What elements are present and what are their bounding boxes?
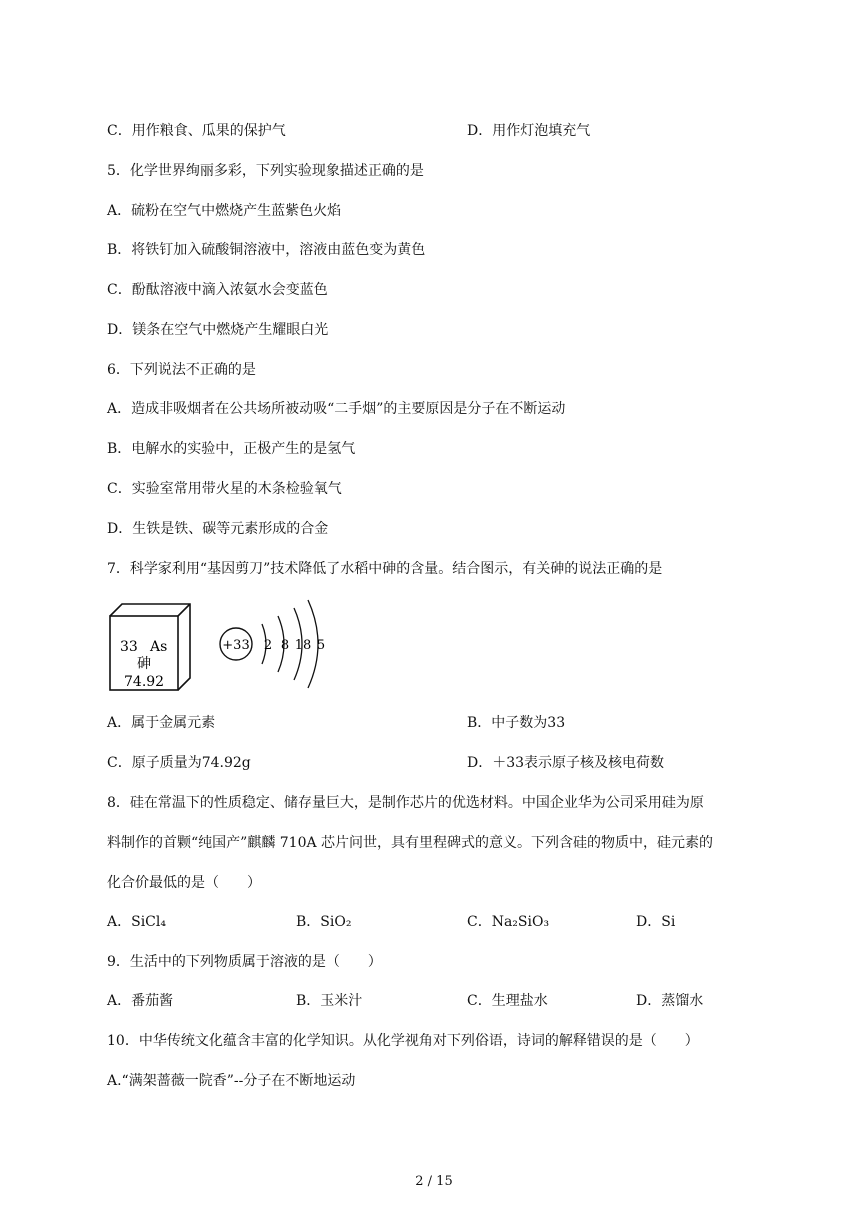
shell-3-count: 18 <box>294 638 312 653</box>
q8-stem-line2: 料制作的首颗“纯国产”麒麟 710A 芯片问世，具有里程碑式的意义。下列含硅的物质中，硅元素的 <box>107 835 714 851</box>
q5-option-a: A．硫粉在空气中燃烧产生蓝紫色火焰 <box>107 203 342 219</box>
q4-option-d: D．用作灯泡填充气 <box>467 123 591 139</box>
q6-stem: 6．下列说法不正确的是 <box>107 362 256 378</box>
element-name: 砷 <box>137 656 151 672</box>
page-number: 2 / 15 <box>415 1174 453 1189</box>
q4-option-c: C．用作粮食、瓜果的保护气 <box>107 123 286 139</box>
q8-option-b: B．SiO₂ <box>296 914 352 930</box>
q8-option-d: D．Si <box>636 914 676 930</box>
atomic-mass: 74.92 <box>124 674 165 690</box>
q7-stem: 7．科学家利用“基因剪刀”技术降低了水稻中砷的含量。结合图示，有关砷的说法正确的是 <box>107 561 663 577</box>
shell-2-count: 8 <box>280 638 290 653</box>
q8-stem-line1: 8．硅在常温下的性质稳定、储存量巨大，是制作芯片的优选材料。中国企业华为公司采用硅为原 <box>107 795 704 811</box>
atomic-number: 33 <box>120 639 138 655</box>
element-symbol: As <box>150 639 168 655</box>
q5-stem: 5．化学世界绚丽多彩，下列实验现象描述正确的是 <box>107 163 424 179</box>
q8-option-a: A．SiCl₄ <box>107 914 166 930</box>
q8-stem-line3: 化合价最低的是（ ） <box>107 875 261 891</box>
q5-option-c: C．酚酞溶液中滴入浓氨水会变蓝色 <box>107 282 328 298</box>
q6-option-a: A．造成非吸烟者在公共场所被动吸“二手烟”的主要原因是分子在不断运动 <box>107 401 566 417</box>
q6-option-b: B．电解水的实验中，正极产生的是氢气 <box>107 441 356 457</box>
arsenic-figure <box>100 594 340 698</box>
nucleus-charge: +33 <box>222 638 250 653</box>
q10-stem: 10．中华传统文化蕴含丰富的化学知识。从化学视角对下列俗语，诗词的解释错误的是（ ） <box>107 1033 699 1049</box>
q9-option-d: D．蒸馏水 <box>636 993 704 1009</box>
q7-option-c: C．原子质量为74.92g <box>107 755 251 771</box>
q9-option-b: B．玉米汁 <box>296 993 363 1009</box>
q5-option-b: B．将铁钉加入硫酸铜溶液中，溶液由蓝色变为黄色 <box>107 242 426 258</box>
q7-option-d: D．＋33表示原子核及核电荷数 <box>467 755 665 771</box>
q6-option-d: D．生铁是铁、碳等元素形成的合金 <box>107 521 329 537</box>
q7-option-a: A．属于金属元素 <box>107 715 216 731</box>
q5-option-d: D．镁条在空气中燃烧产生耀眼白光 <box>107 322 329 338</box>
q9-option-c: C．生理盐水 <box>467 993 548 1009</box>
q8-option-c: C．Na₂SiO₃ <box>467 914 550 930</box>
q7-option-b: B．中子数为33 <box>467 715 566 731</box>
shell-1-count: 2 <box>263 638 273 653</box>
q6-option-c: C．实验室常用带火星的木条检验氧气 <box>107 481 342 497</box>
q9-stem: 9．生活中的下列物质属于溶液的是（ ） <box>107 954 382 970</box>
arsenic-element-diagram <box>100 594 340 694</box>
shell-4-count: 5 <box>316 638 326 653</box>
q10-option-a: A.“满架蔷薇一院香”--分子在不断地运动 <box>107 1073 356 1089</box>
q9-option-a: A．番茄酱 <box>107 993 174 1009</box>
